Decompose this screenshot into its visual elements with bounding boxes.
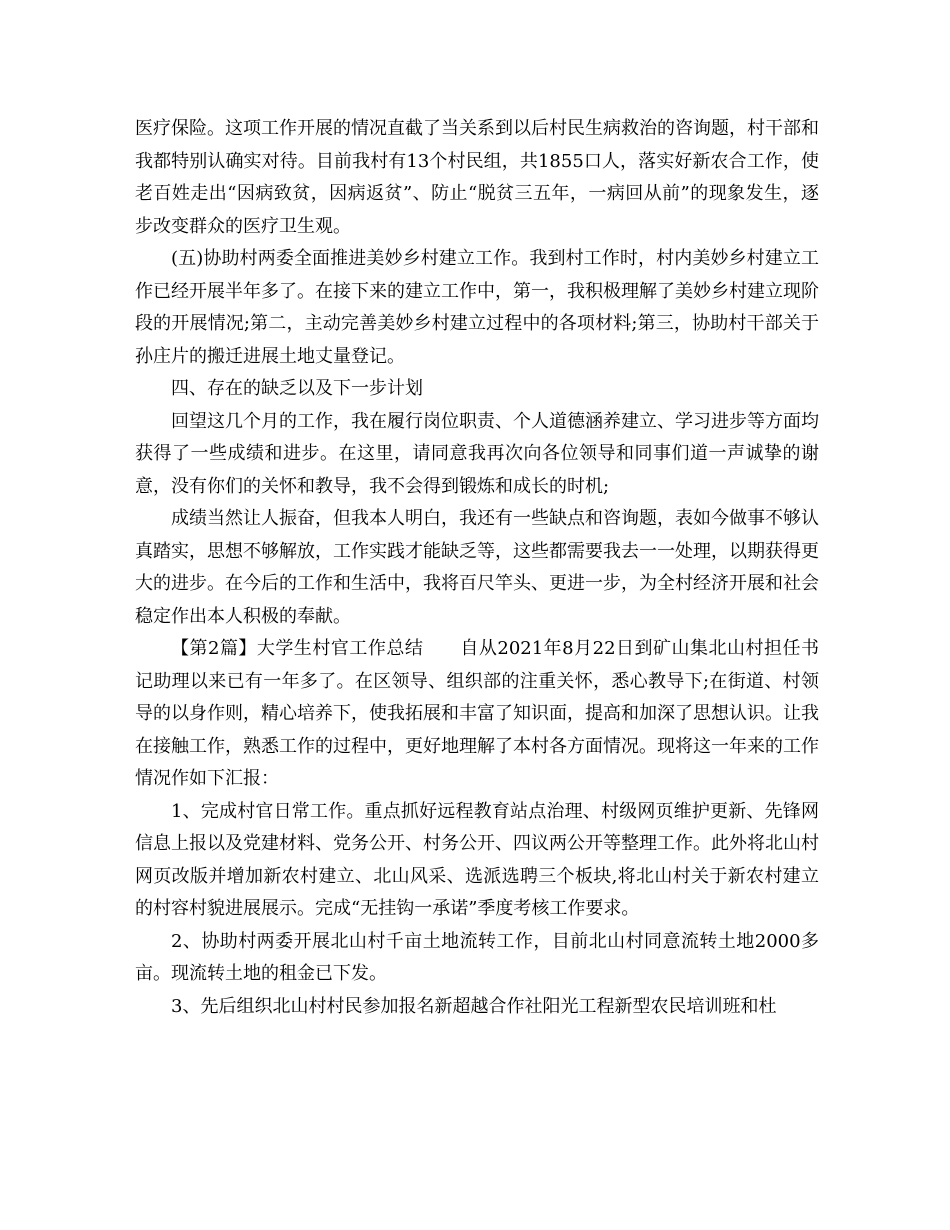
paragraph-review: 回望这几个月的工作，我在履行岗位职责、个人道德涵养建立、学习进步等方面均获得了一些成绩和进步。在这里，请同意我再次向各位领导和同事们道一声诚挚的谢意，没有你们的关怀和教导，我不会得到锻炼和成长的时机; — [135, 410, 819, 497]
paragraph-article-2-intro: 【第2篇】大学生村官工作总结 自从2021年8月22日到矿山集北山村担任书记助理以来已有一年多了。在区领导、组织部的注重关怀，悉心教导下;在街道、村领导的以身作则，精心培养下，使我拓展和丰富了知识面，提高和加深了思想认识。让我在接触工作，熟悉工作的过程中，更好地理解了本村各方面情况。现将这一年来的工作情况作如下汇报： — [135, 638, 819, 789]
section-heading-4: 四、存在的缺乏以及下一步计划 — [171, 378, 423, 399]
paragraph-list-item-3: 3、先后组织北山村村民参加报名新超越合作社阳光工程新型农民培训班和杜 — [171, 995, 777, 1017]
document-body — [135, 113, 819, 1023]
paragraph-list-item-1: 1、完成村官日常工作。重点抓好远程教育站点治理、村级网页维护更新、先锋网信息上报以及党建材料、党务公开、村务公开、四议两公开等整理工作。此外将北山村网页改版并增加新农村建立、北山风采、选派选聘三个板块,将北山村关于新农村建立的村容村貌进展展示。完成“无挂钩一承诺”季度考核工作要求。 — [135, 800, 819, 919]
paragraph-shortcomings: 成绩当然让人振奋，但我本人明白，我还有一些缺点和咨询题，表如今做事不够认真踏实，思想不够解放，工作实践才能缺乏等，这些都需要我去一一处理，以期获得更大的进步。在今后的工作和生活中，我将百尺竿头、更进一步，为全村经济开展和社会稳定作出本人积极的奉献。 — [135, 508, 819, 627]
paragraph-continuation: 医疗保险。这项工作开展的情况直截了当关系到以后村民生病救治的咨询题，村干部和我都特别认确实对待。目前我村有13个村民组，共1855口人，落实好新农合工作，使老百姓走出“因病致贫，因病返贫”、防止“脱贫三五年，一病回从前”的现象发生，逐步改变群众的医疗卫生观。 — [135, 118, 819, 237]
paragraph-item-5: (五)协助村两委全面推进美妙乡村建立工作。我到村工作时，村内美妙乡村建立工作已经开展半年多了。在接下来的建立工作中，第一，我积极理解了美妙乡村建立现阶段的开展情况;第二，主动完善美妙乡村建立过程中的各项材料;第三，协助村干部关于孙庄片的搬迁进展土地丈量登记。 — [135, 248, 819, 367]
paragraph-list-item-2: 2、协助村两委开展北山村千亩土地流转工作，目前北山村同意流转土地2000多亩。现流转土地的租金已下发。 — [135, 930, 819, 984]
